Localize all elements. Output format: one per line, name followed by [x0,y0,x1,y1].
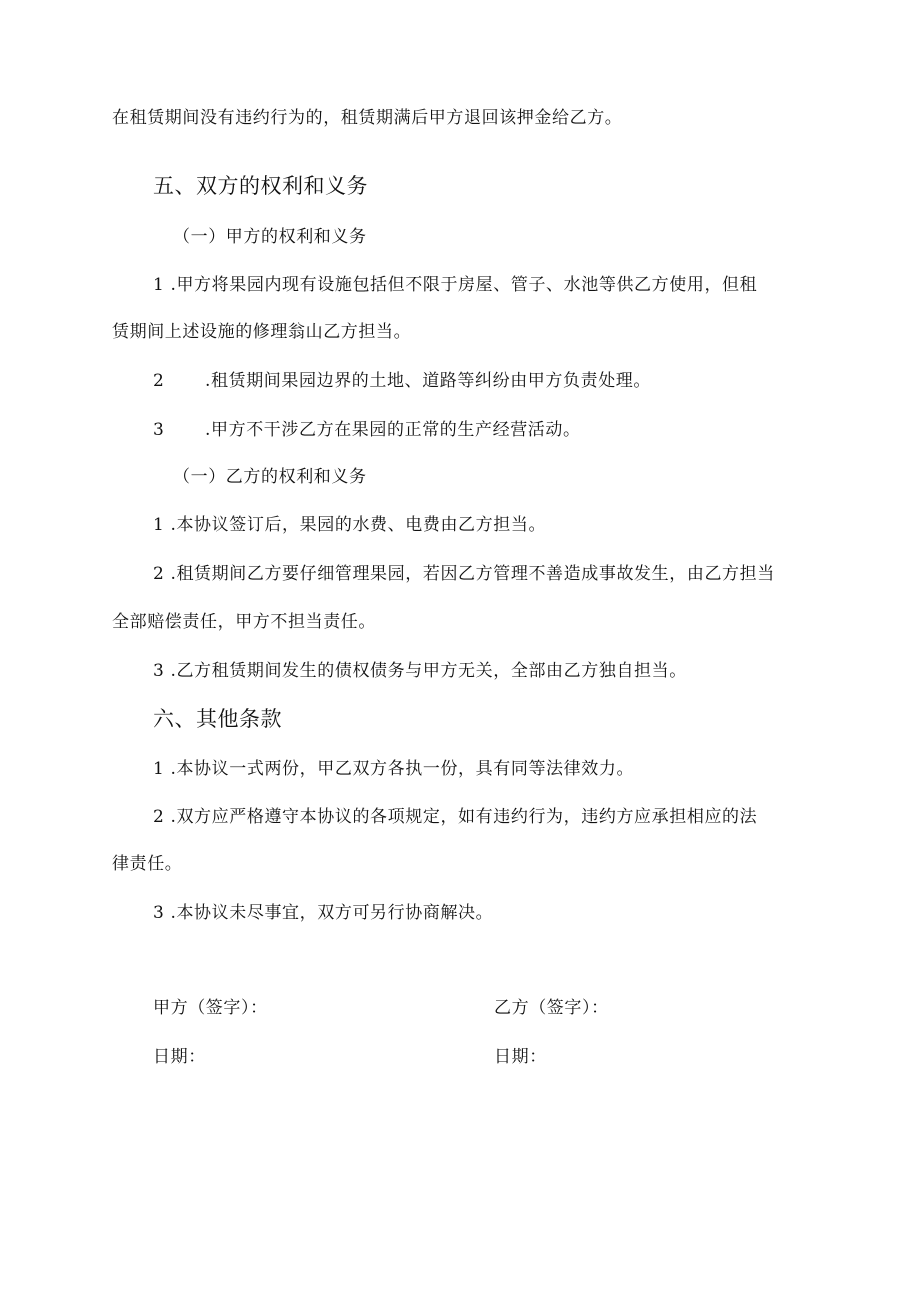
clause-number: 1 [153,759,165,779]
subsection-b-heading: （一）乙方的权利和义务 [173,467,367,487]
clause-a3 [153,419,581,441]
clause-text: .租赁期间乙方要仔细管理果园，若因乙方管理不善造成事故发生，由乙方担当 [170,564,775,584]
party-b-signature-label: 乙方（签字）： [494,998,609,1018]
clause-number: 3 [153,420,165,440]
intro-line: 在租赁期间没有违约行为的，租赁期满后甲方退回该押金给乙方。 [112,108,623,128]
clause-text: .双方应严格遵守本协议的各项规定，如有违约行为，违约方应承担相应的法 [170,807,758,827]
clause-number: 1 [153,515,165,535]
section-6-heading: 六、其他条款 [153,707,282,731]
section-5-heading: 五、双方的权利和义务 [153,174,368,198]
clause-b1 [153,514,546,536]
clause-6-2 [153,806,757,828]
clause-text: .甲方将果园内现有设施包括但不限于房屋、管子、水池等供乙方使用，但租 [170,275,758,295]
clause-text: .乙方租赁期间发生的债权债务与甲方无关，全部由乙方独自担当。 [170,661,687,681]
clause-6-2-continuation: 律责任。 [112,854,183,874]
clause-number: 3 [153,661,165,681]
party-a-signature-label: 甲方（签字）： [153,998,268,1018]
clause-a1 [153,274,757,296]
clause-a1-continuation: 赁期间上述设施的修理翁山乙方担当。 [112,322,412,342]
clause-b3 [153,660,687,682]
clause-number: 2 [153,371,165,391]
clause-b2-continuation: 全部赔偿责任，甲方不担当责任。 [112,612,376,632]
clause-b2 [153,563,775,585]
clause-number: 3 [153,903,165,923]
clause-text: .本协议签订后，果园的水费、电费由乙方担当。 [170,515,547,535]
clause-6-1 [153,758,634,780]
clause-text: .甲方不干涉乙方在果园的正常的生产经营活动。 [205,420,581,440]
subsection-a-heading: （一）甲方的权利和义务 [173,227,367,247]
clause-a2 [153,370,651,392]
clause-number: 2 [153,564,165,584]
clause-6-3 [153,902,493,924]
clause-number: 2 [153,807,165,827]
clause-number: 1 [153,275,165,295]
party-a-date-label: 日期： [153,1047,206,1067]
clause-text: .本协议一式两份，甲乙双方各执一份，具有同等法律效力。 [170,759,635,779]
clause-text: .本协议未尽事宜，双方可另行协商解决。 [170,903,494,923]
party-b-date-label: 日期： [494,1047,547,1067]
clause-text: .租赁期间果园边界的土地、道路等纠纷由甲方负责处理。 [205,371,652,391]
